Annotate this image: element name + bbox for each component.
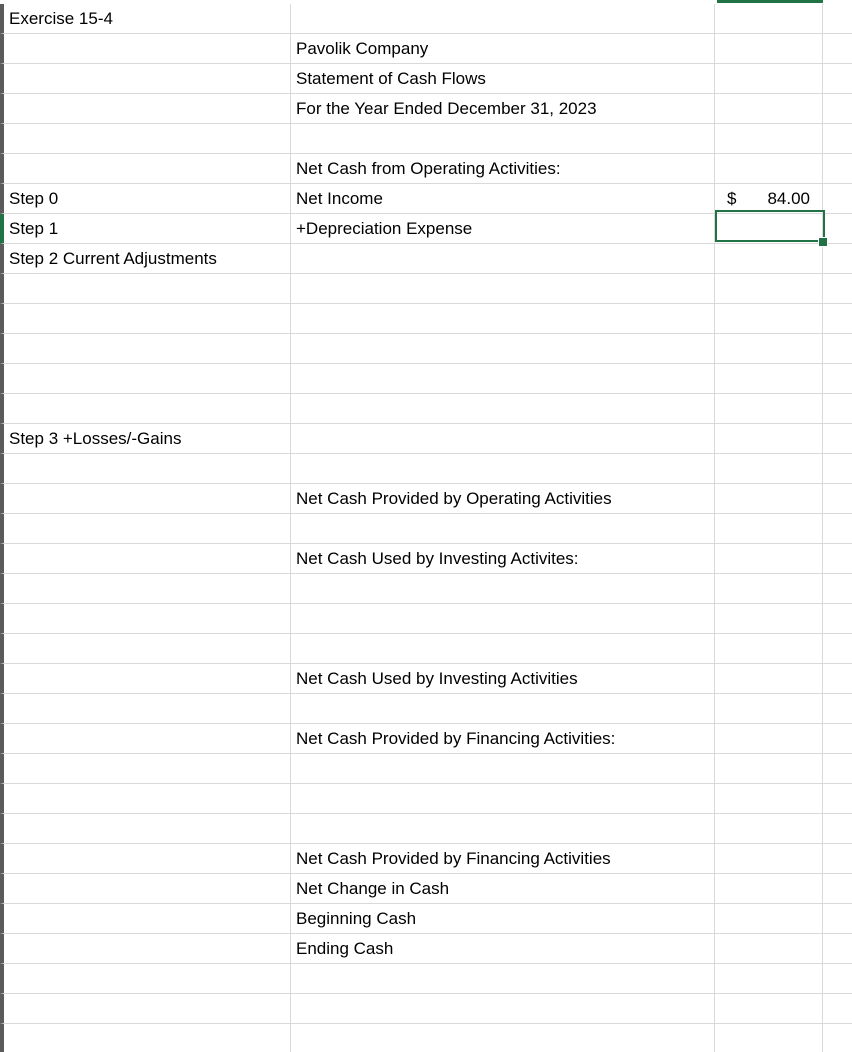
- cell-b3[interactable]: Statement of Cash Flows: [291, 64, 715, 94]
- cell-c26[interactable]: [715, 754, 823, 784]
- row-12: [0, 334, 852, 364]
- row-2: [0, 34, 852, 64]
- row-6: [0, 154, 852, 184]
- row-13: [0, 364, 852, 394]
- row-23: [0, 664, 852, 694]
- row-32: [0, 934, 852, 964]
- row-14: [0, 394, 852, 424]
- cell-d30[interactable]: [823, 874, 852, 904]
- cell-d6[interactable]: [823, 154, 852, 184]
- cell-b2[interactable]: Pavolik Company: [291, 34, 715, 64]
- row-11: [0, 304, 852, 334]
- cell-a20[interactable]: [0, 574, 291, 604]
- cell-d2[interactable]: [823, 34, 852, 64]
- column-selection-indicator: [717, 0, 823, 3]
- cell-a21[interactable]: [0, 604, 291, 634]
- cell-c11[interactable]: [715, 304, 823, 334]
- cell-d20[interactable]: [823, 574, 852, 604]
- row-28: [0, 814, 852, 844]
- cell-b29[interactable]: Net Cash Provided by Financing Activities: [291, 844, 715, 874]
- row-22: [0, 634, 852, 664]
- cell-c2[interactable]: [715, 34, 823, 64]
- cell-c16[interactable]: [715, 454, 823, 484]
- cell-a27[interactable]: [0, 784, 291, 814]
- cell-a9[interactable]: Step 2 Current Adjustments: [0, 244, 291, 274]
- cell-d21[interactable]: [823, 604, 852, 634]
- cell-c29[interactable]: [715, 844, 823, 874]
- cell-b11[interactable]: [291, 304, 715, 334]
- cell-d12[interactable]: [823, 334, 852, 364]
- cell-b13[interactable]: [291, 364, 715, 394]
- row-4: [0, 94, 852, 124]
- cell-d16[interactable]: [823, 454, 852, 484]
- cell-a10[interactable]: [0, 274, 291, 304]
- cell-c34[interactable]: [715, 994, 823, 1024]
- cell-a6[interactable]: [0, 154, 291, 184]
- cell-b15[interactable]: [291, 424, 715, 454]
- cell-b20[interactable]: [291, 574, 715, 604]
- cell-d24[interactable]: [823, 694, 852, 724]
- cell-a18[interactable]: [0, 514, 291, 544]
- row-21: [0, 604, 852, 634]
- cell-d15[interactable]: [823, 424, 852, 454]
- cell-a35[interactable]: [0, 1024, 291, 1052]
- cell-d19[interactable]: [823, 544, 852, 574]
- cell-a34[interactable]: [0, 994, 291, 1024]
- cell-a31[interactable]: [0, 904, 291, 934]
- row-30: [0, 874, 852, 904]
- cell-b7[interactable]: Net Income: [291, 184, 715, 214]
- cell-a19[interactable]: [0, 544, 291, 574]
- cell-a13[interactable]: [0, 364, 291, 394]
- cell-c4[interactable]: [715, 94, 823, 124]
- cell-d4[interactable]: [823, 94, 852, 124]
- row-27: [0, 784, 852, 814]
- cell-b17[interactable]: Net Cash Provided by Operating Activities: [291, 484, 715, 514]
- row-8: [0, 214, 852, 244]
- cell-c20[interactable]: [715, 574, 823, 604]
- currency-symbol: $: [727, 189, 737, 208]
- cell-c35[interactable]: [715, 1024, 823, 1052]
- cell-d5[interactable]: [823, 124, 852, 154]
- cell-b14[interactable]: [291, 394, 715, 424]
- row-35: [0, 1024, 852, 1052]
- cell-d35[interactable]: [823, 1024, 852, 1052]
- cell-a30[interactable]: [0, 874, 291, 904]
- cell-c5[interactable]: [715, 124, 823, 154]
- row-3: [0, 64, 852, 94]
- row-34: [0, 994, 852, 1024]
- cell-c19[interactable]: [715, 544, 823, 574]
- cell-d29[interactable]: [823, 844, 852, 874]
- cell-c6[interactable]: [715, 154, 823, 184]
- cell-a29[interactable]: [0, 844, 291, 874]
- row-24: [0, 694, 852, 724]
- cell-b22[interactable]: [291, 634, 715, 664]
- cell-a22[interactable]: [0, 634, 291, 664]
- cell-c12[interactable]: [715, 334, 823, 364]
- cell-b25[interactable]: Net Cash Provided by Financing Activities:: [291, 724, 715, 754]
- cell-b28[interactable]: [291, 814, 715, 844]
- cell-d13[interactable]: [823, 364, 852, 394]
- cell-d7[interactable]: [823, 184, 852, 214]
- cell-b19[interactable]: Net Cash Used by Investing Activites:: [291, 544, 715, 574]
- row-7: [0, 184, 852, 214]
- cell-d17[interactable]: [823, 484, 852, 514]
- cell-a5[interactable]: [0, 124, 291, 154]
- cell-d34[interactable]: [823, 994, 852, 1024]
- cell-c13[interactable]: [715, 364, 823, 394]
- cell-b33[interactable]: [291, 964, 715, 994]
- cell-d14[interactable]: [823, 394, 852, 424]
- cell-d28[interactable]: [823, 814, 852, 844]
- cell-b16[interactable]: [291, 454, 715, 484]
- cell-c23[interactable]: [715, 664, 823, 694]
- cell-a32[interactable]: [0, 934, 291, 964]
- cell-b27[interactable]: [291, 784, 715, 814]
- row-26: [0, 754, 852, 784]
- row-33: [0, 964, 852, 994]
- cell-d22[interactable]: [823, 634, 852, 664]
- cell-a23[interactable]: [0, 664, 291, 694]
- cell-d32[interactable]: [823, 934, 852, 964]
- cell-c15[interactable]: [715, 424, 823, 454]
- fill-handle[interactable]: [818, 237, 828, 247]
- cell-c1[interactable]: [715, 4, 823, 34]
- cell-b24[interactable]: [291, 694, 715, 724]
- cell-b21[interactable]: [291, 604, 715, 634]
- cell-b34[interactable]: [291, 994, 715, 1024]
- cell-c22[interactable]: [715, 634, 823, 664]
- cell-c33[interactable]: [715, 964, 823, 994]
- cell-d27[interactable]: [823, 784, 852, 814]
- row-19: [0, 544, 852, 574]
- cell-b1[interactable]: [291, 4, 715, 34]
- cell-c18[interactable]: [715, 514, 823, 544]
- row-5: [0, 124, 852, 154]
- cell-b18[interactable]: [291, 514, 715, 544]
- cell-c21[interactable]: [715, 604, 823, 634]
- cell-c24[interactable]: [715, 694, 823, 724]
- cell-b8[interactable]: +Depreciation Expense: [291, 214, 715, 244]
- cell-a25[interactable]: [0, 724, 291, 754]
- row-18: [0, 514, 852, 544]
- cell-b5[interactable]: [291, 124, 715, 154]
- cell-c3[interactable]: [715, 64, 823, 94]
- row-29: [0, 844, 852, 874]
- cell-a24[interactable]: [0, 694, 291, 724]
- cell-b30[interactable]: Net Change in Cash: [291, 874, 715, 904]
- cell-a28[interactable]: [0, 814, 291, 844]
- cell-a3[interactable]: [0, 64, 291, 94]
- cell-d1[interactable]: [823, 4, 852, 34]
- row-25: [0, 724, 852, 754]
- cell-c27[interactable]: [715, 784, 823, 814]
- cell-c31[interactable]: [715, 904, 823, 934]
- cell-c25[interactable]: [715, 724, 823, 754]
- cell-c10[interactable]: [715, 274, 823, 304]
- cell-a1[interactable]: Exercise 15-4: [0, 4, 291, 34]
- cell-b32[interactable]: Ending Cash: [291, 934, 715, 964]
- cell-b9[interactable]: [291, 244, 715, 274]
- cell-a8[interactable]: Step 1: [0, 214, 291, 244]
- cell-a11[interactable]: [0, 304, 291, 334]
- cell-a7[interactable]: Step 0: [0, 184, 291, 214]
- cell-a12[interactable]: [0, 334, 291, 364]
- cell-d26[interactable]: [823, 754, 852, 784]
- cell-c30[interactable]: [715, 874, 823, 904]
- row-17: [0, 484, 852, 514]
- cell-c14[interactable]: [715, 394, 823, 424]
- cell-c17[interactable]: [715, 484, 823, 514]
- row-20: [0, 574, 852, 604]
- cell-d10[interactable]: [823, 274, 852, 304]
- cell-b6[interactable]: Net Cash from Operating Activities:: [291, 154, 715, 184]
- cell-b26[interactable]: [291, 754, 715, 784]
- cell-b4[interactable]: For the Year Ended December 31, 2023: [291, 94, 715, 124]
- cell-b10[interactable]: [291, 274, 715, 304]
- cell-b31[interactable]: Beginning Cash: [291, 904, 715, 934]
- row-16: [0, 454, 852, 484]
- cell-a26[interactable]: [0, 754, 291, 784]
- cell-d11[interactable]: [823, 304, 852, 334]
- cell-a16[interactable]: [0, 454, 291, 484]
- cell-a17[interactable]: [0, 484, 291, 514]
- cell-a4[interactable]: [0, 94, 291, 124]
- cell-b23[interactable]: Net Cash Used by Investing Activities: [291, 664, 715, 694]
- row-10: [0, 274, 852, 304]
- cell-d23[interactable]: [823, 664, 852, 694]
- row-9: [0, 244, 852, 274]
- cell-d9[interactable]: [823, 244, 852, 274]
- cell-d18[interactable]: [823, 514, 852, 544]
- net-income-value-cell[interactable]: [715, 184, 823, 214]
- cell-b35[interactable]: [291, 1024, 715, 1052]
- cell-d31[interactable]: [823, 904, 852, 934]
- depreciation-value-cell[interactable]: [715, 214, 823, 244]
- row-1: [0, 4, 852, 34]
- cell-c32[interactable]: [715, 934, 823, 964]
- row-15: [0, 424, 852, 454]
- cell-a15[interactable]: Step 3 +Losses/-Gains: [0, 424, 291, 454]
- cell-d33[interactable]: [823, 964, 852, 994]
- cell-a33[interactable]: [0, 964, 291, 994]
- net-income-amount: 84.00: [767, 189, 810, 208]
- row-31: [0, 904, 852, 934]
- cell-a2[interactable]: [0, 34, 291, 64]
- cell-c9[interactable]: [715, 244, 823, 274]
- cell-a14[interactable]: [0, 394, 291, 424]
- cell-d25[interactable]: [823, 724, 852, 754]
- cell-b12[interactable]: [291, 334, 715, 364]
- cell-d3[interactable]: [823, 64, 852, 94]
- cell-c28[interactable]: [715, 814, 823, 844]
